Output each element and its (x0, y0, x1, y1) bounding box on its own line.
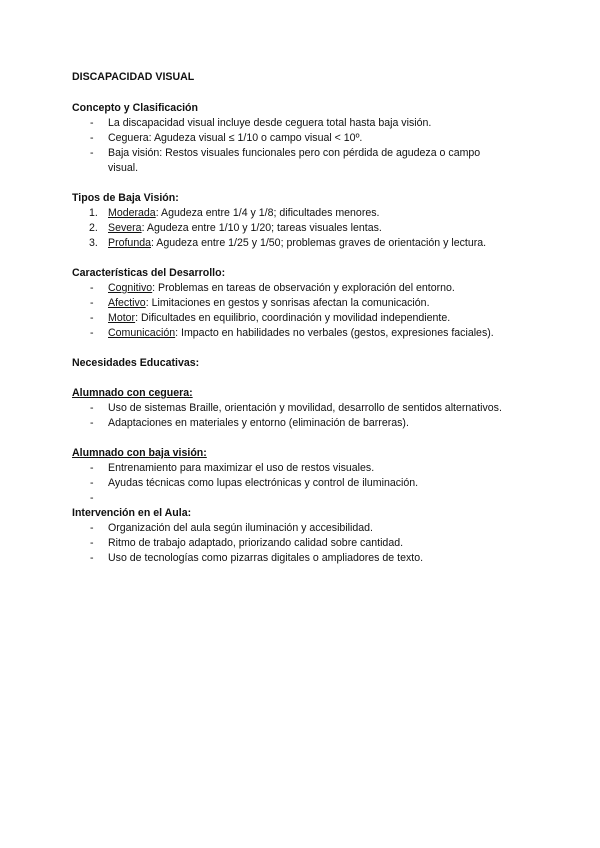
term-description: : Agudeza entre 1/25 y 1/50; problemas graves de orientación y lectura. (151, 237, 487, 249)
list-item-text: Ritmo de trabajo adaptado, priorizando calidad sobre cantidad. (108, 537, 404, 549)
list-item-text: Adaptaciones en materiales y entorno (eliminación de barreras). (108, 417, 409, 429)
list-item (72, 311, 532, 326)
intervencion-list (72, 521, 532, 566)
number-marker: 1. (89, 207, 98, 219)
term-label: Cognitivo (108, 282, 153, 294)
bullet-marker: - (90, 147, 94, 159)
list-item-text: Entrenamiento para maximizar el uso de restos visuales. (108, 462, 375, 474)
list-item (72, 326, 532, 341)
bullet-marker: - (90, 537, 94, 549)
list-item (72, 236, 532, 251)
list-item (72, 461, 532, 476)
list-item (72, 551, 532, 566)
bullet-marker: - (90, 312, 94, 324)
term-description: : Agudeza entre 1/4 y 1/8; dificultades menores. (155, 207, 380, 219)
bullet-marker: - (90, 552, 94, 564)
bullet-marker: - (90, 522, 94, 534)
concepto-list (72, 116, 532, 176)
term-label: Motor (108, 312, 136, 324)
bullet-marker: - (90, 462, 94, 474)
bullet-marker: - (90, 477, 94, 489)
list-item (72, 146, 493, 176)
bullet-marker: - (90, 402, 94, 414)
list-item (72, 401, 532, 416)
list-item (72, 536, 532, 551)
list-item (72, 221, 532, 236)
list-item-text: Baja visión: Restos visuales funcionales pero con pérdida de agudeza o campo visual. (108, 147, 481, 174)
document-body (72, 70, 532, 566)
bullet-marker: - (90, 132, 94, 144)
term-description: : Impacto en habilidades no verbales (gestos, expresiones faciales). (175, 327, 494, 339)
bullet-marker: - (90, 327, 94, 339)
section-heading-caracteristicas: Características del Desarrollo: (72, 267, 226, 279)
list-item (72, 131, 532, 146)
term-label: Profunda (108, 237, 151, 249)
term-description: : Agudeza entre 1/10 y 1/20; tareas visuales lentas. (141, 222, 382, 234)
term-label: Comunicación (108, 327, 176, 339)
bullet-marker: - (90, 417, 94, 429)
list-item (72, 296, 532, 311)
term-label: Afectivo (108, 297, 146, 309)
number-marker: 3. (89, 237, 98, 249)
list-item-text: Uso de sistemas Braille, orientación y movilidad, desarrollo de sentidos alternativos. (108, 402, 502, 414)
ceguera-list (72, 401, 532, 431)
list-item-text: Organización del aula según iluminación y accesibilidad. (108, 522, 373, 534)
term-description: : Limitaciones en gestos y sonrisas afectan la comunicación. (145, 297, 430, 309)
number-marker: 2. (89, 222, 98, 234)
bullet-marker: - (90, 492, 94, 504)
term-label: Moderada (108, 207, 156, 219)
tipos-list (72, 206, 532, 251)
term-description: : Problemas en tareas de observación y exploración del entorno. (152, 282, 455, 294)
section-heading-concepto: Concepto y Clasificación (72, 102, 198, 114)
list-item-text: Uso de tecnologías como pizarras digitales o ampliadores de texto. (108, 552, 424, 564)
list-item (72, 521, 532, 536)
subsection-heading-ceguera: Alumnado con ceguera: (72, 387, 193, 399)
bullet-marker: - (90, 282, 94, 294)
bullet-marker: - (90, 117, 94, 129)
list-item (72, 281, 532, 296)
list-item (72, 491, 532, 506)
bullet-marker: - (90, 297, 94, 309)
section-heading-necesidades: Necesidades Educativas: (72, 357, 200, 369)
list-item (72, 416, 532, 431)
term-label: Severa (108, 222, 142, 234)
list-item (72, 116, 532, 131)
list-item (72, 476, 532, 491)
term-description: : Dificultades en equilibrio, coordinación y movilidad independiente. (135, 312, 451, 324)
baja-vision-list (72, 461, 532, 506)
list-item-text: La discapacidad visual incluye desde ceguera total hasta baja visión. (108, 117, 432, 129)
section-heading-tipos: Tipos de Baja Visión: (72, 192, 179, 204)
list-item-text: Ayudas técnicas como lupas electrónicas y control de iluminación. (108, 477, 419, 489)
section-heading-intervencion: Intervención en el Aula: (72, 507, 192, 519)
list-item (72, 206, 532, 221)
document-title: DISCAPACIDAD VISUAL (72, 71, 195, 83)
subsection-heading-baja-vision: Alumnado con baja visión: (72, 447, 207, 459)
list-item-text: Ceguera: Agudeza visual ≤ 1/10 o campo visual < 10º. (108, 132, 363, 144)
caracteristicas-list (72, 281, 532, 341)
